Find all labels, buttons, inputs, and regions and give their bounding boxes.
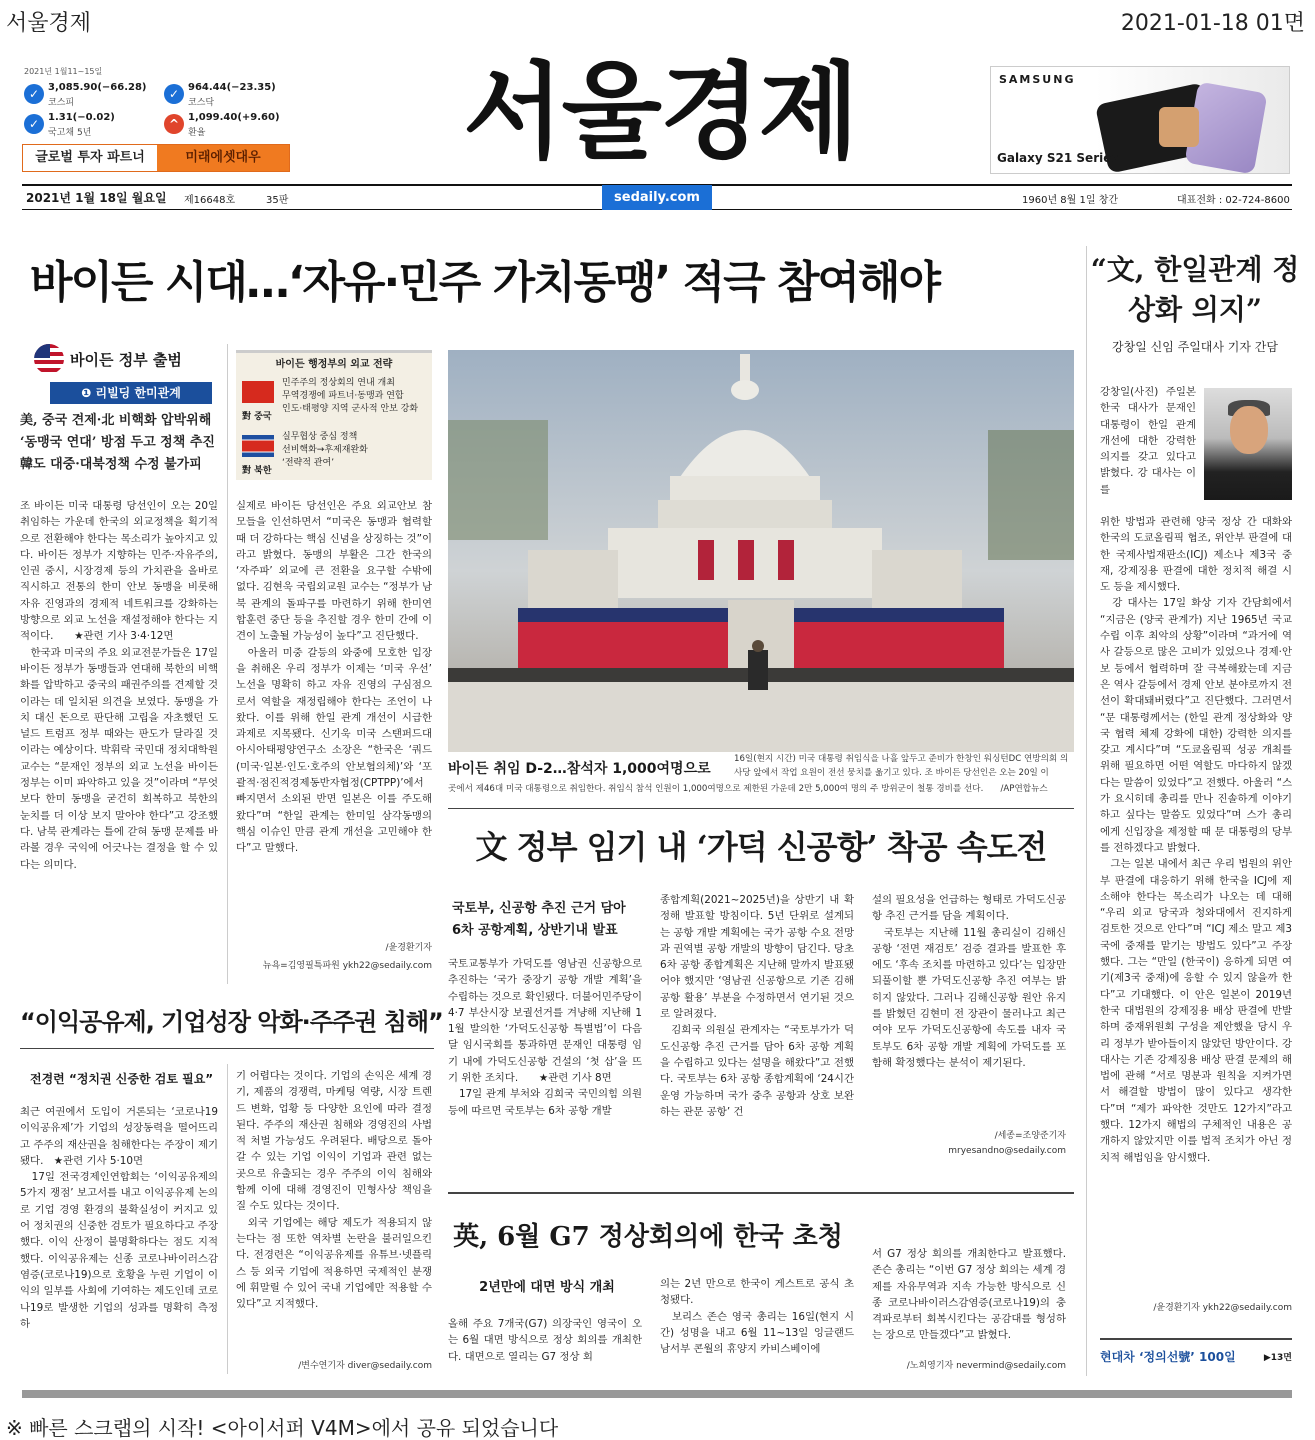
bottom-band — [22, 1390, 1292, 1398]
nk-item: 실무협상 중심 정책 — [282, 432, 358, 442]
byline: /노희영기자 nevermind@sedaily.com — [906, 1361, 1066, 1371]
divider — [1100, 1338, 1292, 1340]
ad-left-text: 글로벌 투자 파트너 — [23, 145, 157, 171]
divider — [448, 1192, 1074, 1194]
subhead-line: 국토부, 신공항 추진 근거 담아 — [452, 901, 626, 916]
market-value: 1,099.40(+9.60) — [188, 112, 280, 123]
samsung-ad[interactable] — [990, 66, 1290, 174]
market-box — [22, 66, 292, 174]
japan-headline: “文, 한일관계 정상화 의지” — [1090, 253, 1300, 326]
china-item: 무역경쟁에 파트너·동맹과 연합 — [282, 391, 404, 401]
column-rule — [1086, 246, 1087, 1376]
up-arrow-icon: ^ — [164, 114, 184, 134]
china-flag-icon — [242, 381, 274, 403]
ad-product: Galaxy S21 Series — [997, 151, 1119, 165]
footer-note: ※ 빠른 스크랩의 시작! <아이서퍼 V4M>에서 공유 되었습니다 — [6, 1416, 559, 1440]
market-value: 964.44(−23.35) — [188, 82, 276, 93]
capitol-photo — [448, 350, 1074, 752]
airport-col-2: 종합계획(2021~2025년)을 상반기 내 확정해 발표할 방침이다. 5년 단위로 설계되는 공항 개발 계획에는 국가 공항 수요 전망과 권역별 공항 개발의 방향이 담긴다. 당초 6차 공항 종합계획은 지난해 말까지 발표됐어야 했지만 ‘영남권 신공항으로 기존 김해공항 활용’ 부분을 수정하면서 연기된 것으로 알려졌다. 김희국 의원실 관계자는 “국토부가가 덕도신공항 추진 근거를 담아 6차 공항 계획을 수립하고 있다는 설명을 해왔다”고 전했다. 국토부는 6차 공항 종합계획에 ‘24시간 운영 가능하며 국가 중추 공항과 상호 보완하는 관문 공항’ 건 — [660, 894, 854, 1118]
column-rule — [227, 1064, 228, 1374]
market-name: 코스닥 — [188, 98, 215, 108]
timestamp: 2021-01-18 01면 — [1120, 11, 1305, 36]
down-arrow-icon: ✓ — [24, 84, 44, 104]
profit-col-2: 기 어렵다는 것이다. 기업의 손익은 세계 경기, 제품의 경쟁력, 마케팅 역량, 시장 트렌드 변화, 업황 등 다양한 요인에 따라 결정된다. 주주의 재산권 침해와 경영진의 사법적 처벌 가능성도 우려된다. 배당으로 돌아갈 수 있는 기업 이익이 기업과 관련 없는 곳으로 유출되는 경우 주주의 이익 침해와 함께 이에 대해 경영진이 민형사상 책임을 질 수도 있다는 것이다. 외국 기업에는 해당 제도가 적용되지 않는다는 점 또한 역차별 논란을 불러일으킨다. 전경련은 “이익공유제를 유튜브·넷플릭스 등 외국 기업에 적용하면 국제적인 분쟁에 휘말릴 수 있어 국내 기업에만 적용할 수 있다”고 지적했다. — [236, 1070, 432, 1311]
kang-portrait — [1204, 388, 1292, 500]
portrait-face — [1230, 406, 1268, 454]
market-item-kospi — [22, 80, 152, 108]
market-item-bond — [22, 110, 152, 138]
diplomacy-title: 바이든 행정부의 외교 전략 — [275, 359, 393, 370]
us-flag-icon — [34, 344, 64, 374]
subhead-line: 6차 공항계획, 상반기내 발표 — [452, 923, 618, 938]
g7-col-3: 서 G7 정상 회의를 개최한다고 발표했다. 존슨 총리는 “이번 G7 정상 회의는 세계 경제를 자유무역과 지속 가능한 방식으로 신종 코로나바이러스감염증(코로나19)의 충격파로부터 회복시킨다는 공감대를 형성하는 장으로 만들겠다”고 밝혔다. — [872, 1248, 1066, 1342]
nk-label: 對 북한 — [242, 466, 272, 476]
site-url[interactable]: sedaily.com — [602, 185, 712, 210]
g7-headline: 英, 6월 G7 정상회의에 한국 초청 — [453, 1222, 843, 1252]
byline: mryesandno@sedaily.com — [948, 1146, 1066, 1156]
airport-col-3: 설의 필요성을 언급하는 형태로 가덕도신공항 추진 근거를 담을 계획이다. 국토부는 지난해 11월 총리실이 김해신공항 ‘전면 재검토’ 검증 결과를 발표한 후에도 ‘후속 조치를 마련하고 있다’는 입장만 되풀이할 뿐 가덕도신공항 추진 여부는 밝히지 않았다. 그러나 김해신공항 원안 유지를 밝혔던 김현미 전 장관이 물러나고 최근 여야 모두 가덕도신공항에 속도를 내자 국토부도 6차 공항 개발 계획에 가덕도를 포함해 확정했다는 분석이 제기된다. — [872, 894, 1066, 1069]
market-value: 3,085.90(−66.28) — [48, 82, 147, 93]
diplomacy-box — [236, 350, 432, 480]
diplomacy-nk — [242, 431, 428, 481]
market-name: 환율 — [188, 128, 206, 138]
nk-item: 선비핵화→후제재완화 — [282, 445, 368, 455]
profit-col-1: 최근 여권에서 도입이 거론되는 ‘코로나19 이익공유제’가 기업의 성장동력을 떨어뜨리고 주주의 재산권을 침해한다는 주장이 제기됐다. ★관련 기사 5·10면 17일 전국경제인연합회는 ‘이익공유제의 5가지 쟁점’ 보고서를 내고 이익공유제 논의로 기업 경영 환경의 불확실성이 커지고 있어 정치권의 신중한 검토가 필요하다고 주장했다. 이익 산정이 불명확하다는 점도 지적했다. 이익공유제는 신종 코로나바이러스감염증(코로나19)으로 호황을 누린 기업이 이익의 일부를 사회에 기여하는 제도인데 코로나19로 발생한 기업의 성과를 명확히 측정하 — [20, 1106, 218, 1330]
profit-headline: “이익공유제, 기업성장 악화·주주권 침해” — [20, 1008, 443, 1036]
mirae-ad[interactable] — [22, 144, 290, 172]
g7-col-1: 올해 주요 7개국(G7) 의장국인 영국이 오는 6월 대면 방식으로 정상 회의를 개최한다. 대면으로 열리는 G7 정상 회 — [448, 1318, 642, 1363]
nk-items — [282, 431, 368, 470]
main-col-1: 조 바이든 미국 대통령 당선인이 오는 20일 취임하는 가운데 한국의 외교정책을 획기적으로 전환해야 한다는 목소리가 높아지고 있다. 바이든 정부가 지향하는 민주·자유주의, 인권 중시, 시장경제 등의 가치관을 올바로 직시하고 전통의 한미 안보 동맹을 비롯해 자유 진영과의 경제적 네트워크를 강화하는 방향으로 외교 노선을 재설정해야 한다는 지적이다. ★관련 기사 3·4·12면 한국과 미국의 주요 외교전문가들은 17일 바이든 정부가 동맹들과 연대해 북한의 비핵화를 압박하고 중국의 패권주의를 견제할 것이라는 데 일치된 의견을 보였다. 동맹을 가치 대신 돈으로 판단해 고립을 자초했던 도널드 트럼프 정부 때와는 판도가 달라질 것이라는 예상이다. 박휘락 국민대 정치대학원 교수는 “문재인 정부의 외교 노선을 바이든 정부는 이미 파악하고 있을 것”이라며 “무엇보다 한미 동맹을 굳건히 회복하고 북한의 눈치를 더 이상 보지 말아야 한다”고 강조했다. 남북 관계라는 틀에 갇혀 동맹 문제를 바라볼 경우 국익에 어긋나는 결정을 할 수 있다는 의미다. — [20, 500, 218, 871]
nk-item: ‘전략적 관여’ — [282, 458, 335, 468]
capitol-illustration — [448, 350, 1074, 752]
ad-brand: SAMSUNG — [999, 73, 1076, 86]
subhead-line: ‘동맹국 연대’ 방점 두고 정책 추진 — [20, 435, 215, 450]
phone-image — [1159, 107, 1199, 147]
teaser-text: 현대차 ‘정의선號’ 100일 — [1100, 1350, 1236, 1364]
main-col-2: 실제로 바이든 당선인은 주요 외교안보 참모들을 인선하면서 “미국은 동맹과 협력할 때 더 강하다는 핵심 신념을 상징하는 것”이라고 밝혔다. 동맹의 부활은 그간 한국의 ‘자주파’ 외교에 큰 전환을 요구할 수밖에 없다. 김현욱 국립외교원 교수는 “정부가 남북 관계의 돌파구를 마련하기 위해 한미연합훈련 중단 등을 추진할 경우 한미 간에 이견이 노출될 가능성이 높다”고 진단했다. 아울러 미중 갈등의 와중에 모호한 입장을 취해온 우리 정부가 이제는 ‘미국 우선’ 노선을 명확히 하고 자유 진영의 구심점으로서 역할을 재정립해야 한다는 조언이 나왔다. 이를 위해 한일 관계 개선이 시급한 과제로 지목됐다. 신기욱 미국 스탠퍼드대 아시아태평양연구소 소장은 “한국은 ‘쿼드(미국·일본·인도·호주의 안보협의체)’와 ‘포괄적·점진적경제동반자협정(CPTPP)’에서 빠지면서 소외된 반면 일본은 이를 주도해왔다”며 “한일 관계는 한미일 삼각동맹의 핵심 이슈인 만큼 관계 개선을 고민해야 한다”고 말했다. — [236, 500, 432, 855]
main-subheads — [20, 410, 220, 476]
down-arrow-icon: ✓ — [24, 114, 44, 134]
issue-number: 제16648호 — [184, 195, 236, 206]
dateline — [22, 184, 1292, 210]
north-korea-flag-icon — [242, 435, 274, 457]
down-arrow-icon: ✓ — [164, 84, 184, 104]
market-item-kosdaq — [162, 80, 292, 108]
photo-caption: 16일(현지 시간) 미국 대통령 취임식을 나흘 앞두고 준비가 한창인 워싱턴DC 연방의회 의사당 앞에서 작업 요원이 전선 뭉치를 옮기고 있다. 조 바이든 당선인은 오는 20일 이 — [734, 754, 1069, 778]
china-item: 인도·태평양 지역 군사적 안보 강화 — [282, 404, 419, 414]
g7-subhead: 2년만에 대면 방식 개최 — [479, 1280, 615, 1295]
byline: /세종=조양준기자 — [994, 1131, 1066, 1141]
edition: 35판 — [266, 195, 289, 206]
series-label: ❶ 리빌딩 한미관계 — [50, 382, 212, 404]
byline: /변수연기자 diver@sedaily.com — [298, 1361, 432, 1371]
founded-date: 1960년 8월 1일 창간 — [1022, 195, 1119, 206]
divider — [20, 1048, 434, 1049]
market-name: 코스피 — [48, 98, 75, 108]
china-items — [282, 377, 418, 416]
china-item: 민주주의 정상회의 연내 개최 — [282, 378, 395, 388]
profit-subhead: 전경련 “정치권 신중한 검토 필요” — [30, 1072, 214, 1086]
japan-body: 위한 방법과 관련해 양국 정상 간 대화와 한국의 도쿄올림픽 협조, 위안부 판결에 대한 국제사법재판소(ICJ) 제소나 제3국 중재, 강제징용 판결에 대한 정치적 해결 시도 등을 제시했다. 강 대사는 17일 화상 기자 간담회에서 “지금은 (양국 관계가) 지난 1965년 국교 수립 이후 최악의 상황”이라며 “과거에 역사 갈등으로 많은 고비가 있었으나 경제·안보 등에서 협력하며 잘 극복해왔는데 지금은 역사 갈등에서 경제 안보 분야로까지 전선이 확대돼버렸다”고 진단했다. 그러면서 “문 대통령께서는 (한일 관계 정상화와 양국 협력 체제 강화에 대한) 강력한 의지를 갖고 계시다”며 “도쿄올림픽 성공 개최를 위해 필요하면 어떤 역할도 마다하지 않겠다는 말씀이 있었다”고 전했다. 아울러 “스가 요시히데 총리를 만나 진솔하게 이야기하고 싶다는 말씀도 있었다”며 스가 총리에게 신입장을 제정할 때 문 대통령의 당부를 전하겠다고 밝혔다. 그는 일본 내에서 최근 우리 법원의 위안부 판결에 대응하기 위해 한국을 ICJ에 제소해야 한다는 목소리가 나오는 데 대해 “우리 외교 당국과 청와대에서 진지하게 검토한 것으로 안다”며 “ICJ 제소 말고 제3국에 중재를 맡기는 방법도 있다”고 주장했다. 그는 “만일 (한국이) 응하게 되면 여기(제3국 중재)에 응할 수 있지 않을까 한다”고 기대했다. 이 안은 일본이 2019년 한국 대법원의 강제징용 배상 판결에 반발하며 중재위원회 구성을 제안했을 당시 우리 정부가 받아들이지 않았던 방안이다. 강 대사는 기존 강제징용 배상 판결 문제의 해법에 관해 “서로 명분과 원칙을 지켜가면서 해결할 방법이 많이 있다고 생각한다”며 “제가 파악한 것만도 12가지”라고 했다. 12가지 해법의 구체적인 내용은 공개하지 않았지만 이를 법적 조치가 아닌 정치적 해법임을 암시했다. — [1100, 516, 1292, 1164]
photo-title: 바이든 취임 D-2…참석자 1,000여명으로 — [448, 761, 711, 777]
section-label — [30, 342, 220, 412]
market-name: 국고채 5년 — [48, 128, 92, 138]
ad-right-text: 미래에셋대우 — [157, 145, 289, 171]
japan-subhead: 강창일 신임 주일대사 기자 간담 — [1112, 340, 1278, 354]
source-label: 서울경제 — [6, 11, 92, 36]
china-label: 對 중국 — [242, 412, 272, 422]
hyundai-teaser[interactable] — [1100, 1346, 1292, 1368]
airport-col-1: 국토교통부가 가덕도를 영남권 신공항으로 추진하는 ‘국가 중장기 공항 개발 계획’을 수립하는 것으로 확인됐다. 더불어민주당이 4·7 부산시장 보궐선거를 겨냥해 지난해 11월 발의한 ‘가덕도신공항 특별법’이 다음 달 임시국회를 통과하면 문재인 대통령 임기 내에 가덕도신공항 건설의 ‘첫 삽’을 뜨기 위한 조치다. ★관련 기사 8면 17일 관계 부처와 김희국 국민의힘 의원 등에 따르면 국토부는 6차 공항 개발 — [448, 958, 642, 1117]
divider — [448, 808, 1074, 809]
market-item-fx — [162, 110, 292, 138]
issue-date: 2021년 1월 18일 월요일 — [26, 191, 167, 205]
masthead: 서울경제 — [463, 51, 857, 173]
subhead-line: 韓도 대중·대북정책 수정 불가피 — [20, 457, 202, 472]
diplomacy-china — [242, 377, 428, 427]
subhead-line: 美, 중국 견제·北 비핵화 압박위해 — [20, 413, 212, 428]
market-date: 2021년 1월11~15일 — [24, 67, 103, 76]
photo-caption-cont: 곳에서 제46대 미국 대통령으로 취임한다. 취임식 참석 인원이 1,000여명으로 제한된 가운데 2만 5,000여 명의 주 방위군이 철통 경비를 선다. /AP연합뉴스 — [448, 784, 1048, 794]
japan-intro: 강창일(사진) 주일본 한국 대사가 문재인대통령이 한일 관계 개선에 대한 강력한 의지를 갖고 있다고 밝혔다. 강 대사는 이를 — [1100, 386, 1196, 496]
section-title: 바이든 정부 출범 — [70, 351, 182, 369]
airport-headline: 文 정부 임기 내 ‘가덕 신공항’ 착공 속도전 — [475, 828, 1047, 866]
g7-col-2: 의는 2년 만으로 한국이 게스트로 공식 초청됐다. 보리스 존슨 영국 총리는 16일(현지 시간) 성명을 내고 6월 11~13일 잉글랜드 남서부 콘월의 휴양지 카비스베이에 — [660, 1278, 854, 1356]
byline: /윤경환기자 ykh22@sedaily.com — [1153, 1303, 1292, 1313]
main-headline: 바이든 시대…‘자유·민주 가치동맹’ 적극 참여해야 — [30, 257, 939, 308]
phone-number: 대표전화 : 02-724-8600 — [1177, 195, 1290, 206]
airport-subheads — [452, 898, 642, 942]
byline: /윤경환기자 — [385, 943, 432, 953]
teaser-page: ▶13면 — [1263, 1353, 1292, 1363]
column-rule — [227, 344, 228, 984]
market-value: 1.31(−0.02) — [48, 112, 115, 123]
top-bar — [0, 0, 1315, 40]
byline: 뉴욕=김영필특파원 ykh22@sedaily.com — [262, 961, 432, 971]
